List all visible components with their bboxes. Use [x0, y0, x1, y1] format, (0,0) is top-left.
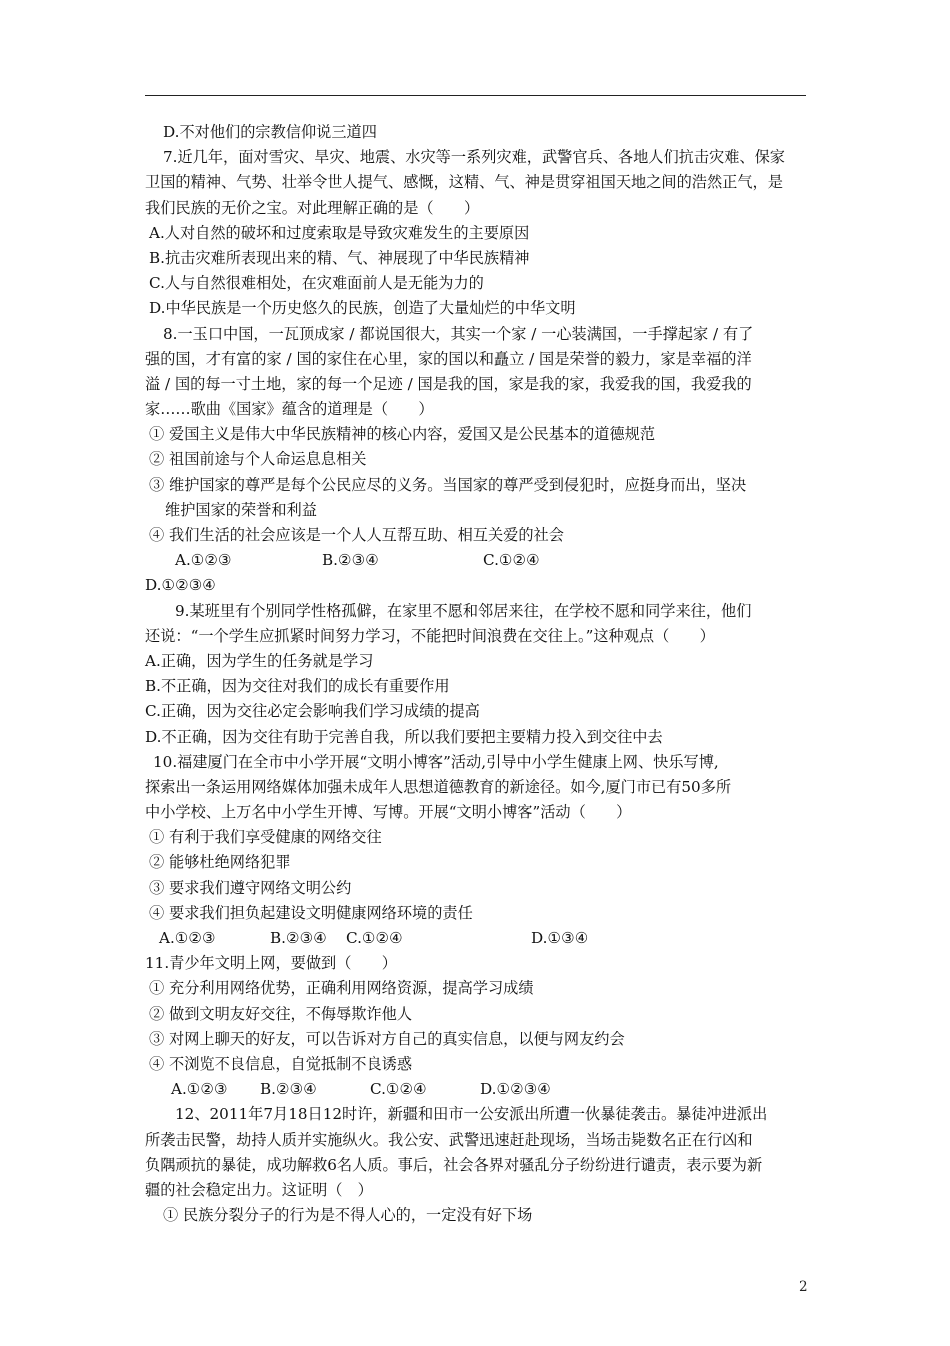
q7-stem-cont: 我们民族的无价之宝。对此理解正确的是（ ）	[145, 198, 480, 217]
q8-stem-cont: 家……歌曲《国家》蕴含的道理是（ ）	[145, 400, 434, 419]
page-number: 2	[799, 1279, 808, 1295]
header-rule	[145, 95, 806, 96]
q7-stem: 7.近几年，面对雪灾、旱灾、地震、水灾等一系列灾难，武警官兵、各地人们抗击灾难、保家	[163, 148, 785, 167]
q8-stem-cont: 强的国，才有富的家 / 国的家住在心里，家的国以和矗立 / 国是荣誉的毅力，家是幸福的洋	[145, 349, 752, 368]
q8-statement-4: ④ 我们生活的社会应该是一个人人互帮互助、相互关爱的社会	[149, 526, 564, 544]
q10-options-row	[145, 926, 810, 951]
q8-statement-1: ① 爱国主义是伟大中华民族精神的核心内容，爱国又是公民基本的道德规范	[149, 425, 656, 444]
q11-stem: 11.青少年文明上网，要做到（ ）	[145, 954, 397, 973]
q9-stem: 9.某班里有个别同学性格孤僻，在家里不愿和邻居来往，在学校不愿和同学来往，他们	[175, 601, 752, 620]
q8-option-b: B.②③④	[322, 551, 379, 570]
q7-option-b: B.抗击灾难所表现出来的精、气、神展现了中华民族精神	[149, 248, 530, 267]
q8-statement-2: ② 祖国前途与个人命运息息相关	[149, 450, 367, 469]
q12-stem-cont: 所袭击民警，劫持人质并实施纵火。我公安、武警迅速赶赴现场，当场击毙数名正在行凶和	[145, 1130, 753, 1149]
q8-statement-3: ③ 维护国家的尊严是每个公民应尽的义务。当国家的尊严受到侵犯时，应挺身而出，坚决	[149, 475, 747, 494]
q10-stem-cont: 探索出一条运用网络媒体加强未成年人思想道德教育的新途径。如今,厦门市已有50多所	[145, 777, 732, 796]
q11-option-d: D.①②③④	[480, 1080, 551, 1099]
document-body	[145, 120, 810, 1228]
q10-option-a: A.①②③	[159, 929, 216, 947]
q6-option-d: D.不对他们的宗教信仰说三道四	[163, 123, 377, 141]
q8-option-a: A.①②③	[175, 551, 232, 570]
q12-statement-1: ① 民族分裂分子的行为是不得人心的，一定没有好下场	[163, 1206, 533, 1225]
q11-statement-1: ① 充分利用网络优势，正确利用网络资源，提高学习成绩	[149, 979, 534, 998]
q11-statement-3: ③ 对网上聊天的好友，可以告诉对方自己的真实信息，以便与网友约会	[149, 1029, 625, 1048]
q11-statement-4: ④ 不浏览不良信息，自觉抵制不良诱惑	[149, 1054, 413, 1073]
q11-statement-2: ② 做到文明友好交往，不侮辱欺诈他人	[149, 1004, 413, 1023]
q11-options-row	[145, 1077, 810, 1102]
q7-option-d: D.中华民族是一个历史悠久的民族，创造了大量灿烂的中华文明	[149, 299, 576, 318]
q11-option-a: A.①②③	[171, 1080, 228, 1099]
q10-statement-2: ② 能够杜绝网络犯罪	[149, 853, 291, 872]
q9-option-d: D.不正确，因为交往有助于完善自我，所以我们要把主要精力投入到交往中去	[145, 727, 663, 746]
q10-statement-3: ③ 要求我们遵守网络文明公约	[149, 878, 352, 897]
q8-stem-cont: 溢 / 国的每一寸土地，家的每一个足迹 / 国是我的国，家是我的家，我爱我的国，我爱我的	[145, 374, 752, 393]
q10-option-c: C.①②④	[346, 929, 403, 947]
q10-statement-4: ④ 要求我们担负起建设文明健康网络环境的责任	[149, 903, 473, 922]
q9-option-b: B.不正确，因为交往对我们的成长有重要作用	[145, 677, 450, 696]
q10-stem-cont: 中小学校、上万名中小学生开博、写博。开展“文明小博客”活动（ ）	[145, 803, 632, 822]
q8-options-row	[145, 548, 810, 573]
q7-option-c: C.人与自然很难相处，在灾难面前人是无能为力的	[149, 274, 484, 293]
q8-stem: 8.一玉口中国，一瓦顶成家 / 都说国很大，其实一个家 / 一心装满国，一手撑起家 / 有了	[163, 324, 754, 343]
q10-option-b: B.②③④	[270, 929, 327, 947]
q11-option-c: C.①②④	[370, 1080, 427, 1099]
q9-option-a: A.正确，因为学生的任务就是学习	[145, 651, 374, 670]
q9-stem-cont: 还说：“一个学生应抓紧时间努力学习，不能把时间浪费在交往上。”这种观点（ ）	[145, 626, 715, 645]
q12-stem: 12、2011年7月18日12时许，新疆和田市一公安派出所遭一伙暴徒袭击。暴徒冲进派出	[175, 1105, 768, 1124]
q10-option-d: D.①③④	[531, 929, 589, 947]
q12-stem-cont: 疆的社会稳定出力。这证明（ ）	[145, 1180, 373, 1199]
q11-option-b: B.②③④	[260, 1080, 317, 1099]
q8-option-c: C.①②④	[483, 551, 540, 570]
q10-stem: 10.福建厦门在全市中小学开展“文明小博客”活动,引导中小学生健康上网、快乐写博,	[153, 752, 719, 771]
q7-option-a: A.人对自然的破坏和过度索取是导致灾难发生的主要原因	[149, 223, 530, 242]
q9-option-c: C.正确，因为交往必定会影响我们学习成绩的提高	[145, 702, 480, 721]
q7-stem-cont: 卫国的精神、气势、壮举令世人提气、感慨，这精、气、神是贯穿祖国天地之间的浩然正气，是	[145, 173, 783, 192]
q8-statement-3-cont: 维护国家的荣誉和利益	[165, 500, 317, 519]
q8-option-d: D.①②③④	[145, 576, 216, 595]
q10-statement-1: ① 有利于我们享受健康的网络交往	[149, 828, 382, 847]
q12-stem-cont: 负隅顽抗的暴徒，成功解救6名人质。事后，社会各界对骚乱分子纷纷进行谴责，表示要为新	[145, 1155, 763, 1174]
